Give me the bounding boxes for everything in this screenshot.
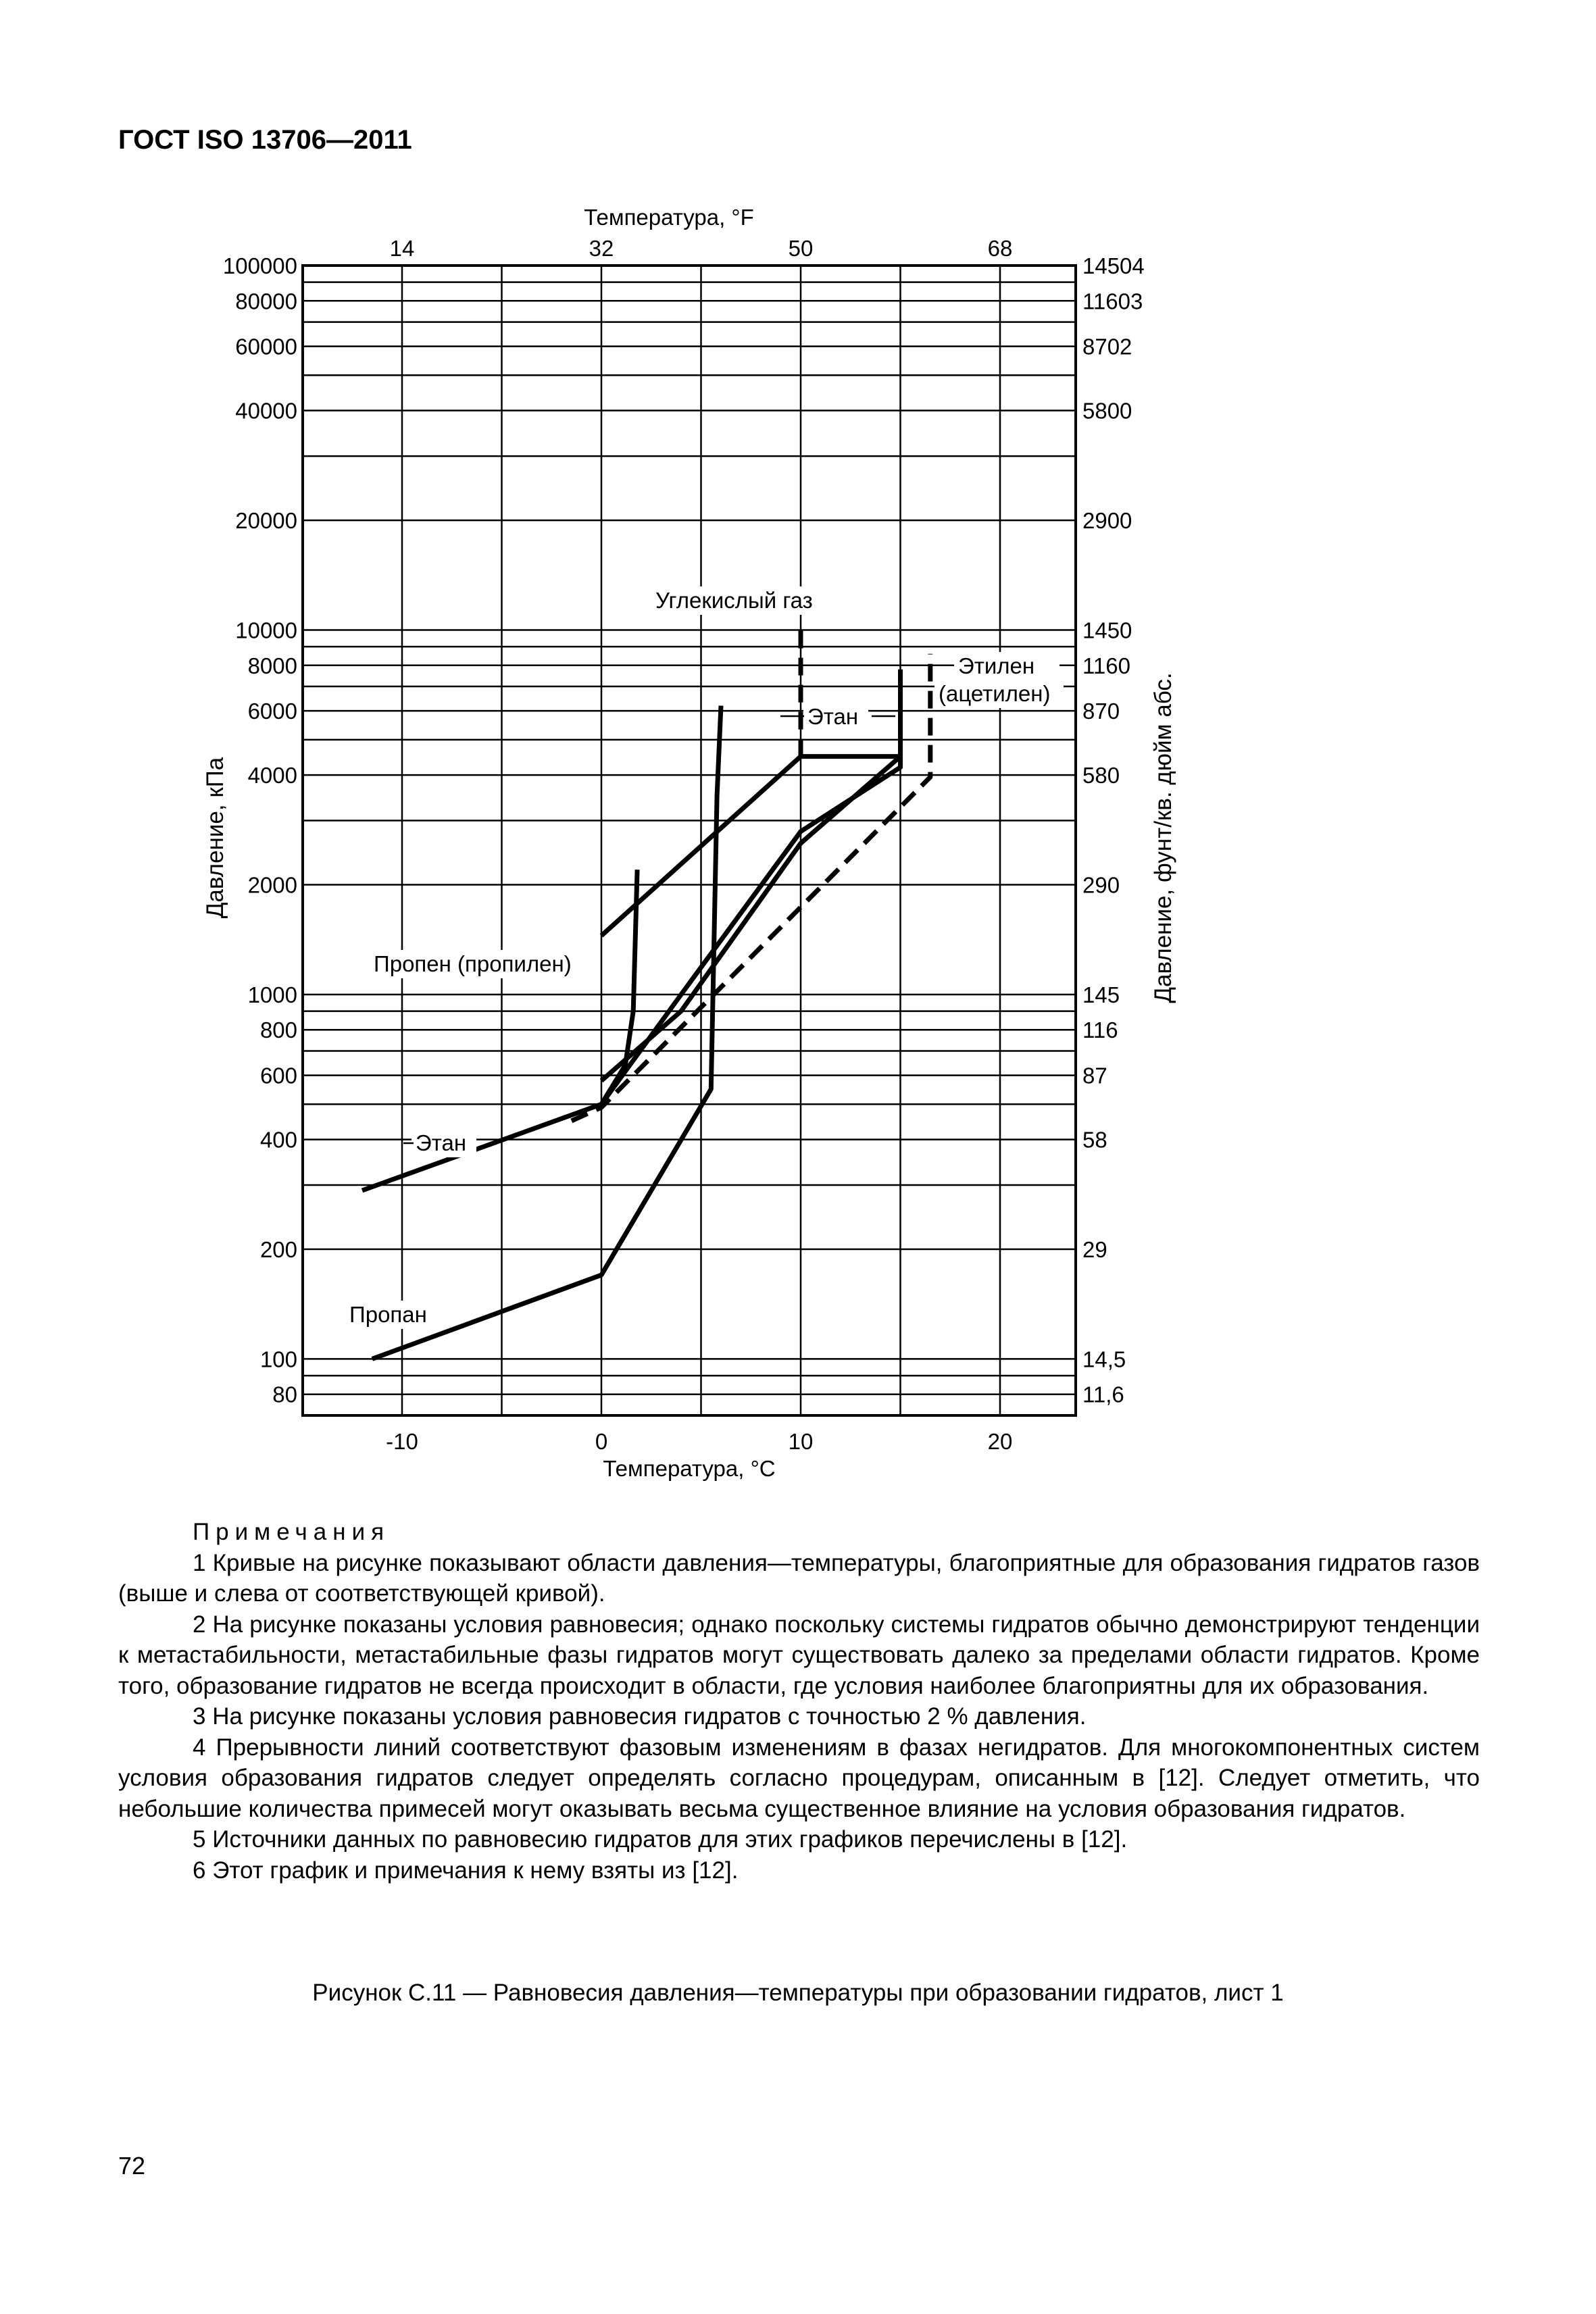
- top-tick-label: 68: [987, 236, 1013, 261]
- plot-frame: [303, 266, 1076, 1415]
- y-tick-label-left: 100: [259, 1347, 297, 1372]
- y-axis-title-left: Давление, кПа: [202, 757, 228, 919]
- y-tick-label-left: 6000: [247, 699, 297, 724]
- annotation-label: Этан: [807, 704, 859, 729]
- x-tick-label: 10: [788, 1429, 814, 1454]
- y-tick-label-left: 200: [259, 1237, 297, 1263]
- y-tick-label-right: 8702: [1082, 334, 1132, 359]
- x-tick-label: -10: [386, 1429, 418, 1454]
- top-tick-label: 50: [788, 236, 814, 261]
- y-tick-label-right: 5800: [1082, 398, 1132, 424]
- y-tick-label-right: 1450: [1082, 618, 1132, 643]
- y-tick-label-left: 80000: [235, 288, 297, 314]
- y-tick-label-left: 2000: [247, 872, 297, 898]
- annotation-label: Углекислый газ: [655, 588, 813, 613]
- chart-annotations: [345, 586, 1064, 1329]
- y-tick-label-right: 11603: [1082, 288, 1143, 314]
- y-tick-label-right: 14,5: [1082, 1347, 1126, 1372]
- notes-block: [118, 1517, 1480, 1886]
- x-tick-label: 20: [987, 1429, 1013, 1454]
- x-tick-label: 0: [595, 1429, 608, 1454]
- y-tick-label-right: 29: [1082, 1237, 1107, 1263]
- page-number: 72: [118, 2152, 146, 2180]
- y-tick-label-right: 87: [1082, 1063, 1107, 1088]
- y-tick-label-left: 400: [259, 1127, 297, 1153]
- annotation-label: Пропен (пропилен): [374, 951, 572, 976]
- top-axis-title: Температура, °F: [584, 205, 754, 230]
- y-tick-label-right: 870: [1082, 699, 1120, 724]
- annotation-label: Этан: [416, 1130, 467, 1155]
- note-item: 2 На рисунке показаны условия равновесия; однако поскольку системы гидратов обычно демонстрируют тенденции к метастабильности, метастабильные фазы гидратов могут существовать далеко за пределами области гидратов. Кроме того, образование гидратов не всегда происходит в области, где условия наиболее благоприятны для их образования.: [118, 1611, 1480, 1699]
- note-item: 6 Этот график и примечания к нему взяты из [12].: [193, 1857, 739, 1884]
- curve-line: [601, 757, 901, 1081]
- curve-line: [362, 670, 901, 1190]
- y-tick-label-left: 60000: [235, 334, 297, 359]
- x-axis-title: Температура, °C: [603, 1456, 776, 1481]
- chart-grid: [303, 266, 1076, 1415]
- note-item: 3 На рисунке показаны условия равновесия гидратов с точностью 2 % давления.: [193, 1703, 1087, 1730]
- y-tick-label-right: 11,6: [1082, 1382, 1124, 1407]
- y-tick-label-right: 1160: [1082, 653, 1130, 678]
- y-tick-label-left: 4000: [247, 763, 297, 788]
- y-tick-label-right: 2900: [1082, 508, 1132, 534]
- y-tick-label-left: 100000: [222, 253, 297, 278]
- y-tick-label-left: 1000: [247, 982, 297, 1007]
- y-tick-label-left: 8000: [247, 653, 297, 678]
- note-item: 5 Источники данных по равновесию гидратов для этих графиков перечислены в [12].: [193, 1826, 1128, 1853]
- notes-title: Примечания: [193, 1519, 391, 1545]
- note-item: 4 Прерывности линий соответствуют фазовым изменениям в фазах негидратов. Для многокомпонентных систем условия образования гидратов следует определять согласно процедурам, описанным в [12]. Следует отметить, что небольшие количества примесей могут оказывать весьма существенное влияние на условия образования гидратов.: [118, 1734, 1480, 1822]
- y-tick-label-left: 20000: [235, 508, 297, 534]
- curve-line: [601, 870, 637, 1104]
- y-tick-label-left: 40000: [235, 398, 297, 424]
- note-item: 1 Кривые на рисунке показывают области давления—температуры, благоприятные для образования гидратов газов (выше и слева от соответствующей кривой).: [118, 1549, 1480, 1607]
- y-tick-label-left: 800: [259, 1017, 297, 1043]
- y-tick-label-left: 10000: [235, 618, 297, 643]
- document-header: ГОСТ ISO 13706—2011: [118, 125, 412, 155]
- annotation-label: Пропан: [349, 1302, 427, 1327]
- figure-caption: Рисунок С.11 — Равновесия давления—температуры при образовании гидратов, лист 1: [312, 1980, 1284, 2006]
- annotation-label: (ацетилен): [939, 681, 1051, 706]
- y-tick-label-right: 58: [1082, 1127, 1107, 1153]
- y-tick-label-right: 290: [1082, 872, 1120, 898]
- y-tick-label-right: 116: [1082, 1017, 1118, 1043]
- annotation-label: Этилен: [958, 653, 1035, 678]
- y-tick-label-left: 80: [272, 1382, 297, 1407]
- y-tick-label-right: 145: [1082, 982, 1120, 1007]
- chart-ticks: [223, 236, 1145, 1454]
- top-tick-label: 14: [389, 236, 415, 261]
- curve-line: [372, 706, 721, 1359]
- y-tick-label-left: 600: [259, 1063, 297, 1088]
- y-axis-title-right: Давление, фунт/кв. дюйм абс.: [1150, 672, 1176, 1003]
- top-tick-label: 32: [589, 236, 614, 261]
- y-tick-label-right: 14504: [1082, 253, 1145, 278]
- y-tick-label-right: 580: [1082, 763, 1120, 788]
